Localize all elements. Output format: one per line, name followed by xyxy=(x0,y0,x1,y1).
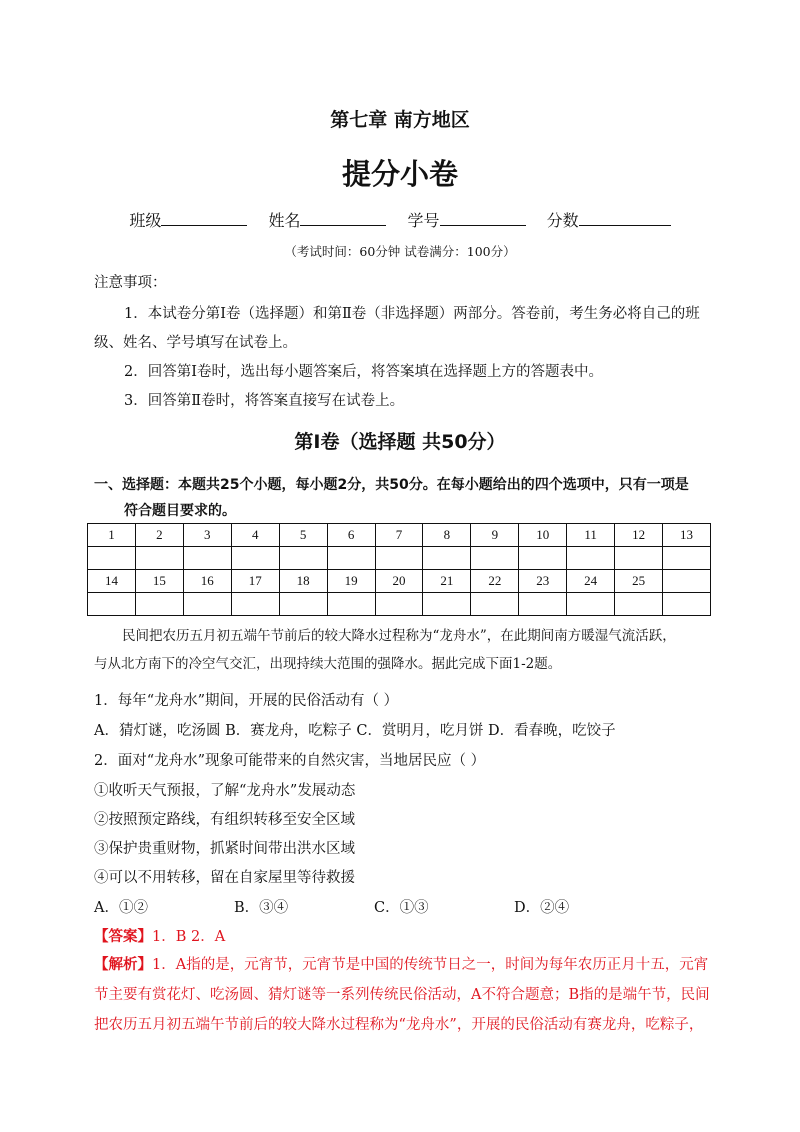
answer-cell-number: 22 xyxy=(471,570,519,593)
answer-table-blank-row xyxy=(88,547,711,570)
answer-cell-number: 6 xyxy=(327,524,375,547)
analysis-line-3: 把农历五月初五端午节前后的较大降水过程称为“龙舟水”，开展的民俗活动有赛龙舟，吃粽子， xyxy=(94,1017,704,1033)
answer-cell-blank[interactable] xyxy=(279,593,327,616)
answer-table-number-row xyxy=(88,570,711,593)
note-item-3: 3．回答第Ⅱ卷时，将答案直接写在试卷上。 xyxy=(124,393,405,409)
section-title: 第Ⅰ卷（选择题 共50分） xyxy=(294,431,506,453)
chapter-title: 第七章 南方地区 xyxy=(330,109,470,131)
answer-cell-number: 21 xyxy=(423,570,471,593)
analysis-line-1 xyxy=(94,950,714,980)
answer-cell-blank[interactable] xyxy=(135,547,183,570)
answer-cell-blank[interactable] xyxy=(375,547,423,570)
question-2-option-d: D．②④ xyxy=(514,900,570,916)
question-2-statement-4: ④可以不用转移，留在自家屋里等待救援 xyxy=(94,870,355,886)
analysis-line-1-text: 1．A指的是，元宵节，元宵节是中国的传统节日之一，时间为每年农历正月十五，元宵 xyxy=(152,957,709,973)
class-label: 班级 xyxy=(129,211,162,230)
answer-cell-blank[interactable] xyxy=(231,547,279,570)
question-2-statement-3: ③保护贵重财物，抓紧时间带出洪水区域 xyxy=(94,841,355,857)
answer-cell-number: 7 xyxy=(375,524,423,547)
answer-tag: 【答案】 xyxy=(94,929,152,945)
answer-cell-blank[interactable] xyxy=(471,593,519,616)
answer-cell-number: 14 xyxy=(88,570,136,593)
analysis-line-2: 节主要有赏花灯、吃汤圆、猜灯谜等一系列传统民俗活动，A不符合题意；B指的是端午节，民间 xyxy=(94,987,710,1003)
question-2-option-a: A．①② xyxy=(94,900,148,916)
passage-line-1: 民间把农历五月初五端午节前后的较大降水过程称为“龙舟水”，在此期间南方暖湿气流活跃， xyxy=(122,628,676,644)
answer-cell-number: 19 xyxy=(327,570,375,593)
answer-cell-blank[interactable] xyxy=(567,547,615,570)
answer-text: 1．B 2．A xyxy=(152,929,226,945)
answer-cell-blank[interactable] xyxy=(423,547,471,570)
name-blank[interactable] xyxy=(300,211,386,226)
score-label: 分数 xyxy=(546,211,579,230)
answer-cell-blank[interactable] xyxy=(567,593,615,616)
answer-cell-number: 25 xyxy=(615,570,663,593)
question-1-stem: 1．每年“龙舟水”期间，开展的民俗活动有（ ） xyxy=(94,693,399,709)
question-2-stem: 2．面对“龙舟水”现象可能带来的自然灾害，当地居民应（ ） xyxy=(94,753,486,769)
answer-cell-number xyxy=(663,570,711,593)
answer-cell-number: 11 xyxy=(567,524,615,547)
question-intro-line-1: 一、选择题：本题共25个小题，每小题2分，共50分。在每小题给出的四个选项中，只有一项是 xyxy=(94,477,689,493)
answer-cell-number: 23 xyxy=(519,570,567,593)
answer-cell-blank[interactable] xyxy=(663,547,711,570)
exam-info: （考试时间：60分钟 试卷满分：100分） xyxy=(284,244,516,259)
answer-key xyxy=(94,925,225,946)
answer-cell-number: 1 xyxy=(88,524,136,547)
answer-cell-blank[interactable] xyxy=(183,593,231,616)
answer-cell-number: 4 xyxy=(231,524,279,547)
question-intro-line-2: 符合题目要求的。 xyxy=(124,503,236,519)
question-2-option-b: B．③④ xyxy=(234,900,289,916)
answer-cell-blank[interactable] xyxy=(375,593,423,616)
question-2-statement-2: ②按照预定路线，有组织转移至安全区域 xyxy=(94,812,355,828)
question-2-option-c: C．①③ xyxy=(374,900,429,916)
note-item-1-line-1: 1．本试卷分第Ⅰ卷（选择题）和第Ⅱ卷（非选择题）两部分。答卷前，考生务必将自己的班 xyxy=(124,306,700,322)
answer-cell-number: 13 xyxy=(663,524,711,547)
student-id-blank[interactable] xyxy=(440,211,526,226)
reading-passage xyxy=(94,622,714,678)
answer-cell-number: 2 xyxy=(135,524,183,547)
answer-cell-blank[interactable] xyxy=(519,547,567,570)
answer-cell-blank[interactable] xyxy=(279,547,327,570)
answer-cell-number: 15 xyxy=(135,570,183,593)
analysis-tag: 【解析】 xyxy=(94,957,152,973)
answer-cell-number: 20 xyxy=(375,570,423,593)
answer-cell-number: 5 xyxy=(279,524,327,547)
class-blank[interactable] xyxy=(161,211,247,226)
analysis-block xyxy=(94,950,714,1040)
question-1-options: A．猜灯谜，吃汤圆 B．赛龙舟，吃粽子 C．赏明月，吃月饼 D．看春晚，吃饺子 xyxy=(94,723,616,739)
answer-table xyxy=(87,523,711,616)
note-item-2: 2．回答第Ⅰ卷时，选出每小题答案后，将答案填在选择题上方的答题表中。 xyxy=(124,364,603,380)
answer-cell-blank[interactable] xyxy=(327,593,375,616)
answer-cell-number: 10 xyxy=(519,524,567,547)
answer-cell-number: 8 xyxy=(423,524,471,547)
answer-cell-blank[interactable] xyxy=(327,547,375,570)
answer-cell-blank[interactable] xyxy=(88,593,136,616)
name-label: 姓名 xyxy=(268,211,301,230)
answer-cell-number: 16 xyxy=(183,570,231,593)
answer-cell-blank[interactable] xyxy=(423,593,471,616)
answer-cell-number: 18 xyxy=(279,570,327,593)
answer-cell-blank[interactable] xyxy=(519,593,567,616)
note-item-1-line-2: 级、姓名、学号填写在试卷上。 xyxy=(94,335,297,351)
answer-cell-blank[interactable] xyxy=(615,547,663,570)
answer-table-number-row xyxy=(88,524,711,547)
answer-cell-blank[interactable] xyxy=(471,547,519,570)
answer-cell-blank[interactable] xyxy=(663,593,711,616)
question-2-statement-1: ①收听天气预报，了解“龙舟水”发展动态 xyxy=(94,783,356,799)
passage-line-2: 与从北方南下的冷空气交汇，出现持续大范围的强降水。据此完成下面1-2题。 xyxy=(94,656,562,672)
page-title: 提分小卷 xyxy=(341,157,458,191)
answer-cell-blank[interactable] xyxy=(88,547,136,570)
answer-table-blank-row xyxy=(88,593,711,616)
score-blank[interactable] xyxy=(579,211,671,226)
answer-cell-number: 17 xyxy=(231,570,279,593)
answer-cell-blank[interactable] xyxy=(615,593,663,616)
notes-heading: 注意事项： xyxy=(94,275,167,291)
answer-cell-number: 9 xyxy=(471,524,519,547)
answer-cell-number: 3 xyxy=(183,524,231,547)
answer-cell-blank[interactable] xyxy=(183,547,231,570)
answer-cell-number: 12 xyxy=(615,524,663,547)
student-id-label: 学号 xyxy=(407,211,440,230)
answer-cell-blank[interactable] xyxy=(135,593,183,616)
student-info-fields xyxy=(0,208,800,231)
answer-cell-number: 24 xyxy=(567,570,615,593)
answer-cell-blank[interactable] xyxy=(231,593,279,616)
